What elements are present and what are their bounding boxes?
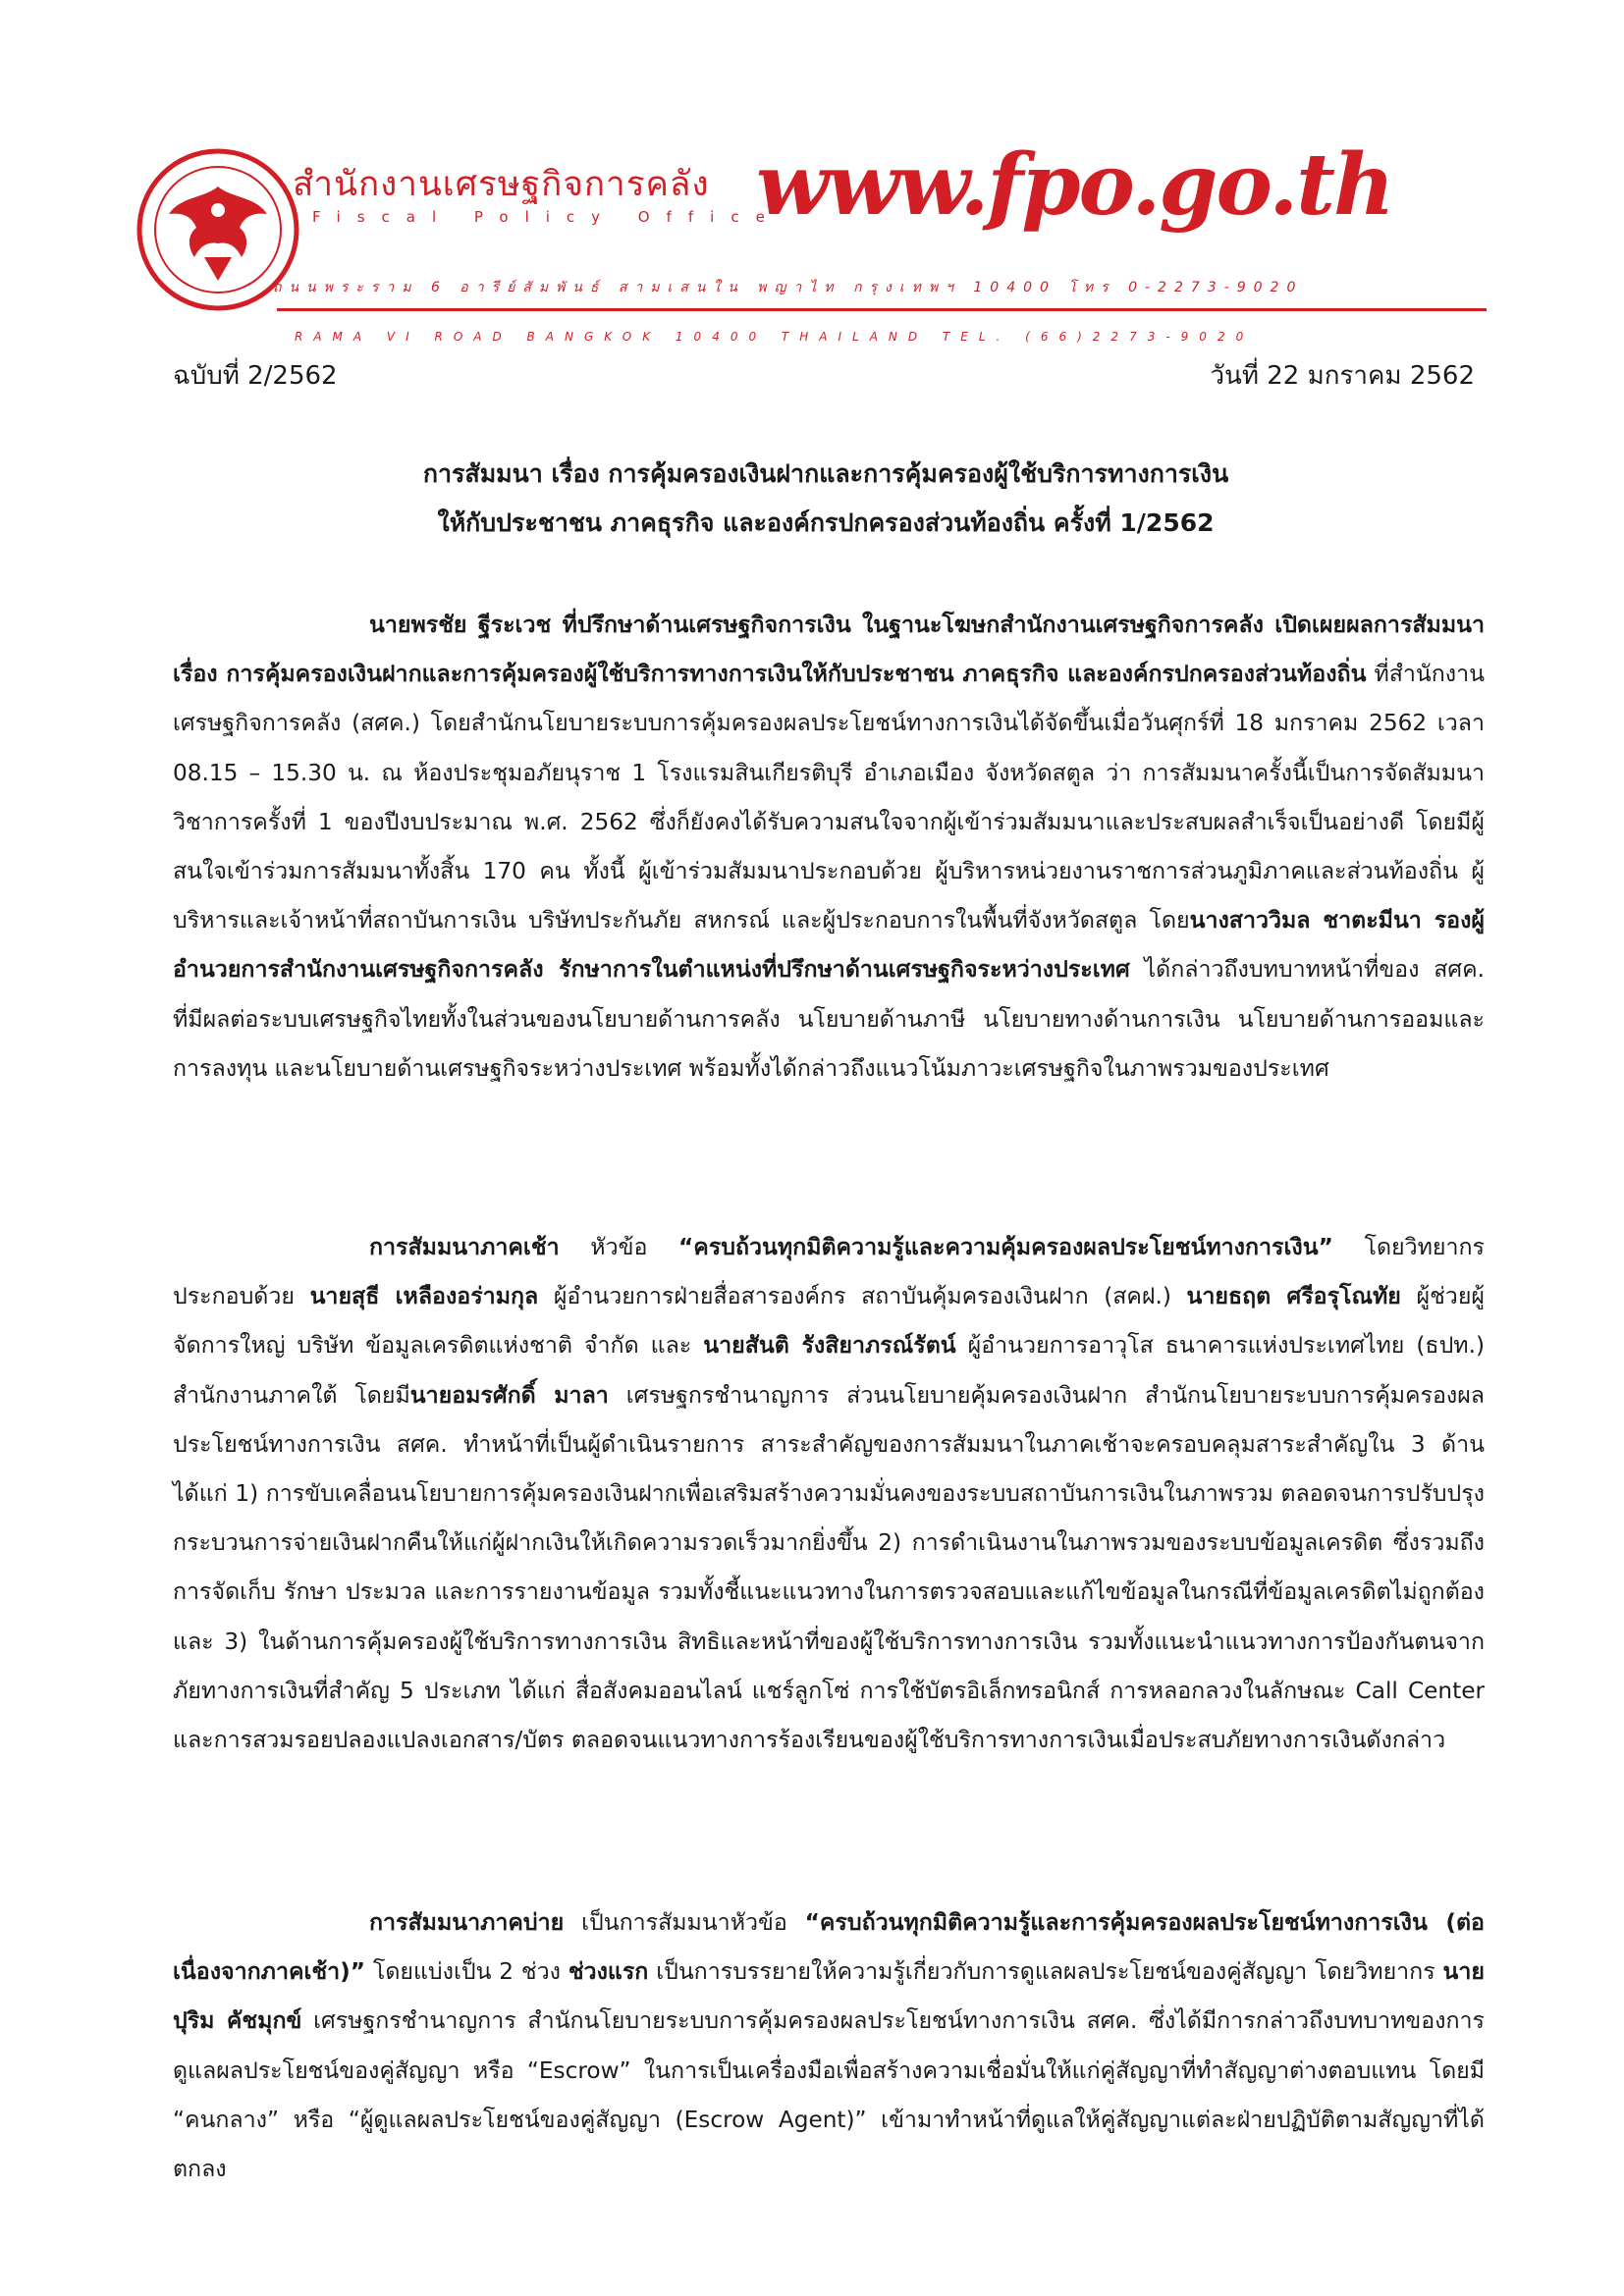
speaker-name: นายสันติ รังสิยาภรณ์รัตน์: [703, 1332, 956, 1360]
issue-date: วันที่ 22 มกราคม 2562: [1210, 361, 1475, 391]
speaker-intro: นายพรชัย ฐีระเวช ที่ปรึกษาด้านเศรษฐกิจการเงิน ในฐานะโฆษกสำนักงานเศรษฐกิจการคลัง เปิดเผยผลการสัมมนา เรื่อง การคุ้มครองเงินฝากและการคุ้มครองผู้ใช้บริการทางการเงินให้กับประชาชน ภาคธุรกิจ และองค์กรปกครองส่วนท้องถิ่น: [173, 612, 1485, 688]
session-label: การสัมมนาภาคบ่าย: [369, 1909, 565, 1936]
paragraph-text: เศรษฐกรชำนาญการ สำนักนโยบายระบบการคุ้มครองผลประโยชน์ทางการเงิน สศค. ซึ่งได้มีการกล่าวถึงบทบาทของการดูแลผลประโยชน์ของคู่สัญญา หรือ “Escrow” ในการเป็นเครื่องมือเพื่อสร้างความเชื่อมั่นให้แก่คู่สัญญาที่ทำสัญญาต่างตอบแทน โดยมี “คนกลาง” หรือ “ผู้ดูแลผลประโยชน์ของคู่สัญญา (Escrow Agent)” เข้ามาทำหน้าที่ดูแลให้คู่สัญญาแต่ละฝ่ายปฏิบัติตามสัญญาที่ได้ตกลง: [173, 2007, 1485, 2183]
paragraph-text: ผู้อำนวยการอาวุโส ธนาคารแห่งประเทศไทย (ธปท.) สำนักงานภาคใต้ โดยมี: [173, 1332, 1486, 1409]
moderator-name: นายอมรศักดิ์ มาลา: [409, 1381, 609, 1409]
page-title-line-1: การสัมมนา เรื่อง การคุ้มครองเงินฝากและการคุ้มครองผู้ใช้บริการทางการเงิน: [422, 459, 1229, 488]
paragraph-text: ผู้ช่วยผู้จัดการใหญ่ บริษัท ข้อมูลเครดิตแห่งชาติ จำกัด และ: [173, 1283, 1485, 1360]
page-title-line-2: ให้กับประชาชน ภาคธุรกิจ และองค์กรปกครองส่วนท้องถิ่น ครั้งที่ 1/2562: [437, 508, 1215, 537]
website-link[interactable]: www.fpo.go.th: [756, 135, 1393, 235]
speaker-name: นายธฤต ศรีอรุโณทัย: [1186, 1283, 1401, 1310]
org-name-thai: สำนักงานเศรษฐกิจการคลัง: [293, 165, 710, 204]
paragraph-text: โดยวิทยากรประกอบด้วย: [173, 1234, 1486, 1310]
paragraph-text: เป็นการสัมมนาหัวข้อ: [564, 1909, 805, 1936]
paragraph-text: เศรษฐกรชำนาญการ ส่วนนโยบายคุ้มครองเงินฝาก สำนักนโยบายระบบการคุ้มครองผลประโยชน์ทางการเงิน สศค. ทำหน้าที่เป็นผู้ดำเนินรายการ สาระสำคัญของการสัมมนาในภาคเช้าจะครอบคลุมสาระสำคัญใน 3 ด้าน ได้แก่ 1) การขับเคลื่อนนโยบายการคุ้มครองเงินฝากเพื่อเสริมสร้างความมั่นคงของระบบสถาบันการเงินในภาพรวม ตลอดจนการปรับปรุงกระบวนการจ่ายเงินฝากคืนให้แก่ผู้ฝากเงินให้เกิดความรวดเร็วมากยิ่งขึ้น 2) การดำเนินงานในภาพรวมของระบบข้อมูลเครดิต ซึ่งรวมถึงการจัดเก็บ รักษา ประมวล และการรายงานข้อมูล รวมทั้งชี้แนะแนวทางในการตรวจสอบและแก้ไขข้อมูลในกรณีที่ข้อมูลเครดิตไม่ถูกต้อง และ 3) ในด้านการคุ้มครองผู้ใช้บริการทางการเงิน สิทธิและหน้าที่ของผู้ใช้บริการทางการเงิน รวมทั้งแนะนำแนวทางการป้องกันตนจากภัยทางการเงินที่สำคัญ 5 ประเภท ได้แก่ สื่อสังคมออนไลน์ แชร์ลูกโซ่ การใช้บัตรอิเล็กทรอนิกส์ การหลอกลวงในลักษณะ Call Center และการสวมรอยปลองแปลงเอกสาร/บัตร ตลอดจนแนวทางการร้องเรียนของผู้ใช้บริการทางการเงินเมื่อประสบภัยทางการเงินดังกล่าว: [173, 1381, 1485, 1754]
issue-number: ฉบับที่ 2/2562: [173, 361, 338, 391]
address-thai: ถนนพระราม 6 อารีย์สัมพันธ์ สามเสนใน พญาไท กรุงเทพฯ 10400 โทร 0-2273-9020: [273, 280, 1304, 295]
paragraph-text: ผู้อำนวยการฝ่ายสื่อสารองค์กร สถาบันคุ้มครองเงินฝาก (สคฝ.): [538, 1283, 1187, 1310]
session-topic: “ครบถ้วนทุกมิติความรู้และการคุ้มครองผลประโยชน์ทางการเงิน (ต่อเนื่องจากภาคเช้า)”: [173, 1909, 1485, 1986]
paragraph-text: หัวข้อ: [559, 1234, 679, 1260]
speaker-name: นางสาววิมล ชาตะมีนา รองผู้อำนวยการสำนักงานเศรษฐกิจการคลัง รักษาการในตำแหน่งที่ปรึกษาด้านเศรษฐกิจระหว่างประเทศ: [173, 907, 1485, 984]
session-topic: “ครบถ้วนทุกมิติความรู้และความคุ้มครองผลประโยชน์ทางการเงิน”: [678, 1234, 1333, 1260]
part-label: ช่วงแรก: [568, 1958, 649, 1986]
speaker-name: นายสุธี เหลืองอร่ามกุล: [309, 1283, 539, 1310]
session-label: การสัมมนาภาคเช้า: [369, 1234, 560, 1260]
body-paragraph-2: [173, 1223, 1485, 1765]
body-paragraph-3: [173, 1898, 1485, 2194]
address-english: RAMA VI ROAD BANGKOK 10400 THAILAND TEL. (66)2273-9020: [295, 330, 1255, 344]
paragraph-text: โดยแบ่งเป็น 2 ช่วง: [365, 1958, 568, 1986]
paragraph-text: ได้กล่าวถึงบทบาทหน้าที่ของ สศค. ที่มีผลต่อระบบเศรษฐกิจไทยทั้งในส่วนของนโยบายด้านการคลัง นโยบายด้านภาษี นโยบายทางด้านการเงิน นโยบายด้านการออมและการลงทุน และนโยบายด้านเศรษฐกิจระหว่างประเทศ พร้อมทั้งได้กล่าวถึงแนวโน้มภาวะเศรษฐกิจในภาพรวมของประเทศ: [173, 956, 1485, 1082]
org-name-english: Fiscal Policy Office: [312, 208, 782, 226]
paragraph-text: เป็นการบรรยายให้ความรู้เกี่ยวกับการดูแลผลประโยชน์ของคู่สัญญา โดยวิทยากร: [648, 1958, 1443, 1986]
speaker-name: นายปุริม คัชมุกข์: [173, 1958, 1485, 2035]
letterhead-divider: [277, 308, 1487, 311]
paragraph-text: ที่สำนักงานเศรษฐกิจการคลัง (สศค.) โดยสำนักนโยบายระบบการคุ้มครองผลประโยชน์ทางการเงินได้จัดขึ้นเมื่อวันศุกร์ที่ 18 มกราคม 2562 เวลา 08.15 – 15.30 น. ณ ห้องประชุมอภัยนุราช 1 โรงแรมสินเกียรติบุรี อำเภอเมือง จังหวัดสตูล ว่า การสัมมนาครั้งนี้เป็นการจัดสัมมนาวิชาการครั้งที่ 1 ของปีงบประมาณ พ.ศ. 2562 ซึ่งก็ยังคงได้รับความสนใจจากผู้เข้าร่วมสัมมนาและประสบผลสำเร็จเป็นอย่างดี โดยมีผู้สนใจเข้าร่วมการสัมมนาทั้งสิ้น 170 คน ทั้งนี้ ผู้เข้าร่วมสัมมนาประกอบด้วย ผู้บริหารหน่วยงานราชการส่วนภูมิภาคและส่วนท้องถิ่น ผู้บริหารและเจ้าหน้าที่สถาบันการเงิน บริษัทประกันภัย สหกรณ์ และผู้ประกอบการในพื้นที่จังหวัดสตูล โดย: [173, 661, 1485, 934]
body-paragraph-1: [173, 601, 1485, 1094]
